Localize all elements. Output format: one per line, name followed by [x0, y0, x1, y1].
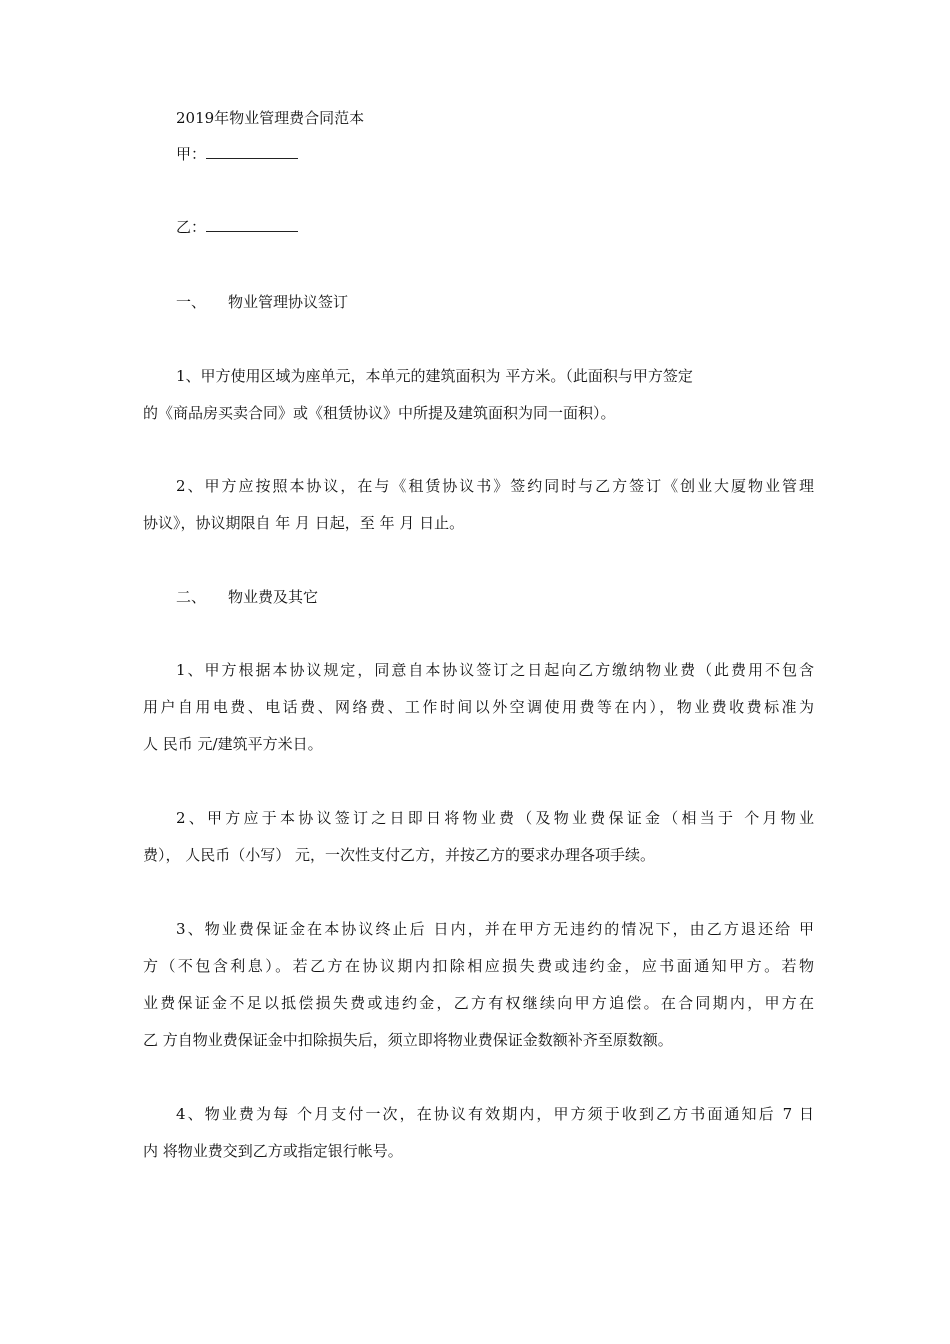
clause-text-line: 2、甲方应按照本协议，在与《租赁协议书》签约同时与乙方签订《创业大厦物业管理	[176, 477, 814, 495]
clause-text-line: 协议》，协议期限自 年 月 日起，至 年 月 日止。	[143, 514, 465, 532]
clause-text-line: 用户自用电费、电话费、网络费、工作时间以外空调使用费等在内），物业费收费标准为	[143, 698, 814, 716]
clause-text-line: 3、物业费保证金在本协议终止后 日内，并在甲方无违约的情况下，由乙方退还给 甲	[176, 920, 814, 938]
clause-text-line: 的《商品房买卖合同》或《租赁协议》中所提及建筑面积为同一面积）。	[143, 404, 616, 422]
party-b-label: 乙：	[176, 218, 207, 236]
party-b-blank	[206, 217, 298, 232]
section-1-title: 物业管理协议签订	[228, 293, 349, 311]
clause-text-line: 乙 方自物业费保证金中扣除损失后，须立即将物业费保证金数额补齐至原数额。	[143, 1031, 673, 1049]
document-title: 2019年物业管理费合同范本	[176, 109, 365, 127]
clause-text-line: 1、甲方根据本协议规定，同意自本协议签订之日起向乙方缴纳物业费（此费用不包含	[176, 661, 814, 679]
clause-text-line: 内 将物业费交到乙方或指定银行帐号。	[143, 1142, 403, 1160]
party-a-label: 甲：	[176, 145, 207, 163]
clause-text-line: 费）， 人民币（小写） 元，一次性支付乙方，并按乙方的要求办理各项手续。	[143, 846, 656, 864]
clause-text-line: 4、物业费为每 个月支付一次，在协议有效期内，甲方须于收到乙方书面通知后 7 日	[176, 1105, 814, 1123]
section-2-title: 物业费及其它	[228, 588, 319, 606]
section-2-heading	[176, 587, 318, 607]
clause-text-line: 1、甲方使用区域为座单元，本单元的建筑面积为 平方米。（此面积与甲方签定	[176, 367, 693, 385]
party-a-line	[176, 144, 298, 164]
section-1-heading	[176, 292, 348, 312]
section-2-number: 二、	[176, 588, 207, 606]
clause-text-line: 方（不包含利息）。若乙方在协议期内扣除相应损失费或违约金，应书面通知甲方。若物	[143, 957, 814, 975]
party-a-blank	[206, 144, 298, 159]
clause-text-line: 人 民币 元/建筑平方米日。	[143, 735, 323, 753]
clause-text-line: 2、甲方应于本协议签订之日即日将物业费（及物业费保证金（相当于 个月物业	[176, 809, 814, 827]
section-1-number: 一、	[176, 293, 207, 311]
clause-text-line: 业费保证金不足以抵偿损失费或违约金，乙方有权继续向甲方追偿。在合同期内，甲方在	[143, 994, 814, 1012]
party-b-line	[176, 217, 298, 237]
